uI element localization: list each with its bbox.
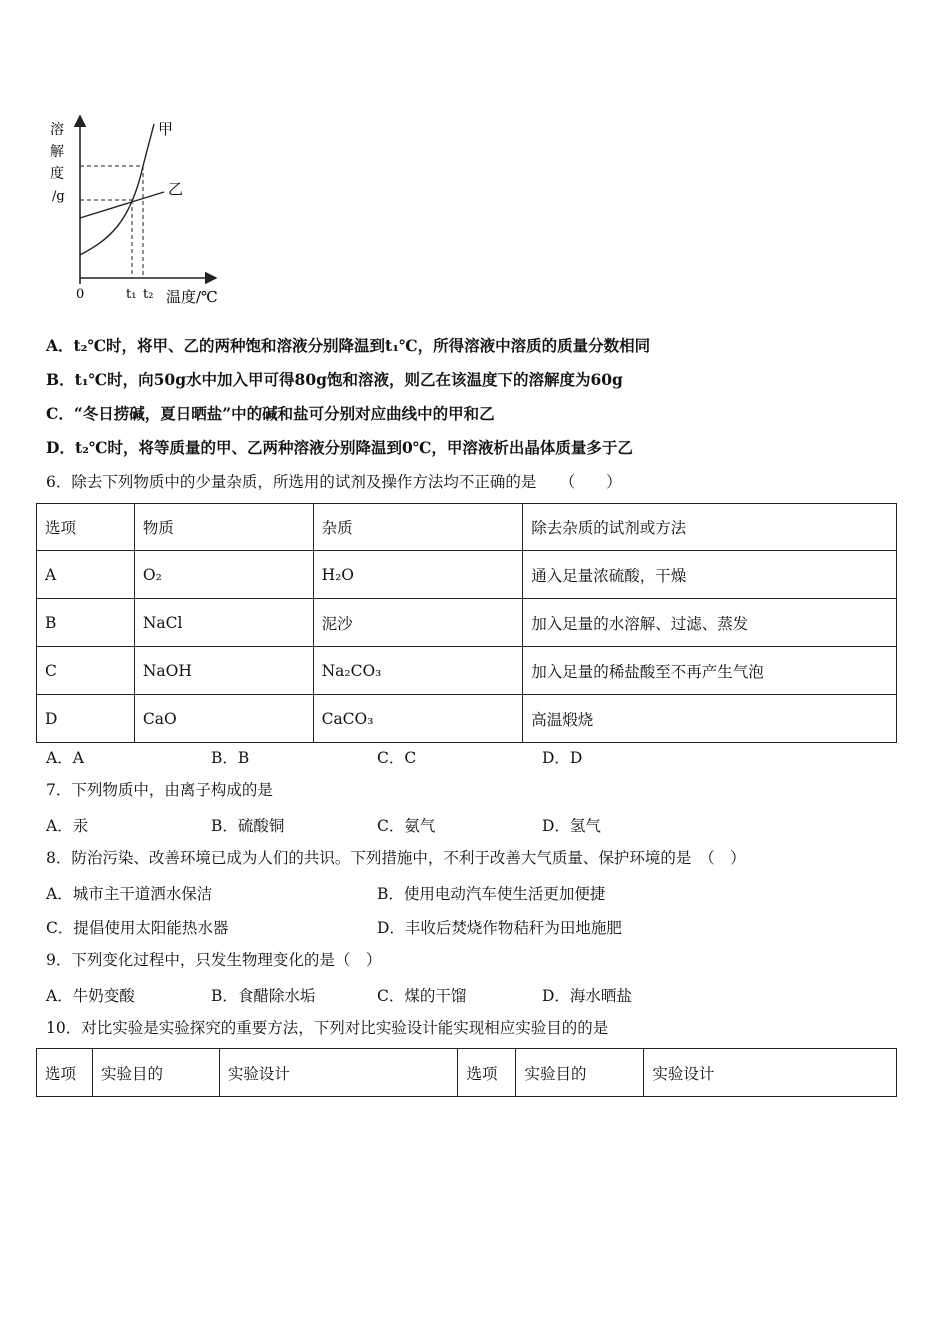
x-label: 温度/℃ — [166, 288, 218, 306]
t1-label: t₁ — [126, 287, 137, 302]
q7-option-c: C．氨气 — [377, 817, 436, 835]
table-cell: D — [37, 695, 135, 743]
q9-option-c: C．煤的干馏 — [377, 987, 467, 1005]
q9-option-b: B．食醋除水垢 — [211, 987, 316, 1005]
q10-stem: 10．对比实验是实验探究的重要方法，下列对比实验设计能实现相应实验目的的是 — [46, 1019, 609, 1037]
table-header-row — [37, 504, 897, 551]
table-row — [37, 599, 897, 647]
q5-option-b: B．t₁℃时，向50g水中加入甲可得80g饱和溶液，则乙在该温度下的溶解度为60g — [46, 370, 623, 389]
table-cell: CaCO₃ — [313, 695, 523, 743]
t2-label: t₂ — [143, 287, 154, 302]
header-cell: 实验设计 — [644, 1049, 897, 1097]
q7-option-a: A．汞 — [46, 817, 89, 835]
header-cell: 实验目的 — [516, 1049, 644, 1097]
table-row — [37, 647, 897, 695]
y-label-3: 度 — [50, 166, 64, 182]
header-cell: 选项 — [37, 1049, 93, 1097]
header-cell: 选项 — [458, 1049, 516, 1097]
table-cell: CaO — [134, 695, 313, 743]
q5-option-c: C．“冬日捞碱，夏日晒盐”中的碱和盐可分别对应曲线中的甲和乙 — [46, 404, 495, 423]
header-cell: 选项 — [37, 504, 135, 551]
q6-option-c: C．C — [377, 749, 417, 767]
header-cell: 杂质 — [313, 504, 523, 551]
curve-b-label: 乙 — [168, 180, 184, 198]
table-cell: 高温煅烧 — [523, 695, 897, 743]
y-label-1: 溶 — [50, 122, 64, 138]
header-cell: 实验设计 — [219, 1049, 458, 1097]
header-cell: 物质 — [134, 504, 313, 551]
q9-stem: 9．下列变化过程中，只发生物理变化的是（ ） — [46, 951, 382, 969]
curve-yi — [80, 192, 164, 218]
q10-table — [36, 1048, 897, 1097]
table-cell: NaCl — [134, 599, 313, 647]
q6-option-b: B．B — [211, 749, 250, 767]
q9-option-d: D．海水晒盐 — [542, 987, 632, 1005]
table-cell: 加入足量的水溶解、过滤、蒸发 — [523, 599, 897, 647]
header-cell: 除去杂质的试剂或方法 — [523, 504, 897, 551]
q9-option-a: A．牛奶变酸 — [46, 987, 135, 1005]
table-cell: B — [37, 599, 135, 647]
y-label-4: /g — [52, 189, 65, 204]
table-header-row — [37, 1049, 897, 1097]
q8-option-c: C．提倡使用太阳能热水器 — [46, 919, 229, 937]
q7-option-d: D．氢气 — [542, 817, 601, 835]
origin-label: 0 — [76, 287, 85, 302]
q5-option-a: A．t₂℃时，将甲、乙的两种饱和溶液分别降温到t₁℃，所得溶液中溶质的质量分数相同 — [46, 336, 651, 355]
q6-option-a: A．A — [46, 749, 84, 767]
q8-option-b: B．使用电动汽车使生活更加便捷 — [377, 885, 606, 903]
q8-option-d: D．丰收后焚烧作物秸秆为田地施肥 — [377, 919, 622, 937]
table-cell: O₂ — [134, 551, 313, 599]
table-cell: 泥沙 — [313, 599, 523, 647]
solubility-graph — [40, 112, 240, 312]
q5-option-d: D．t₂℃时，将等质量的甲、乙两种溶液分别降温到0℃，甲溶液析出晶体质量多于乙 — [46, 438, 633, 457]
table-cell: 通入足量浓硫酸，干燥 — [523, 551, 897, 599]
q8-stem: 8．防治污染、改善环境已成为人们的共识。下列措施中，不利于改善大气质量、保护环境的是 （ ） — [46, 849, 746, 867]
table-cell: C — [37, 647, 135, 695]
q7-stem: 7．下列物质中，由离子构成的是 — [46, 781, 273, 799]
q6-table — [36, 503, 897, 743]
table-cell: 加入足量的稀盐酸至不再产生气泡 — [523, 647, 897, 695]
curve-a-label: 甲 — [158, 120, 174, 138]
table-row — [37, 551, 897, 599]
y-label-2: 解 — [50, 144, 64, 160]
header-cell: 实验目的 — [92, 1049, 219, 1097]
table-cell: Na₂CO₃ — [313, 647, 523, 695]
q6-option-d: D．D — [542, 749, 583, 767]
table-cell: NaOH — [134, 647, 313, 695]
q6-stem: 6．除去下列物质中的少量杂质，所选用的试剂及操作方法均不正确的是 （ ） — [46, 473, 622, 491]
q7-option-b: B．硫酸铜 — [211, 817, 285, 835]
table-cell: A — [37, 551, 135, 599]
q8-option-a: A．城市主干道洒水保洁 — [46, 885, 213, 903]
table-row — [37, 695, 897, 743]
table-cell: H₂O — [313, 551, 523, 599]
